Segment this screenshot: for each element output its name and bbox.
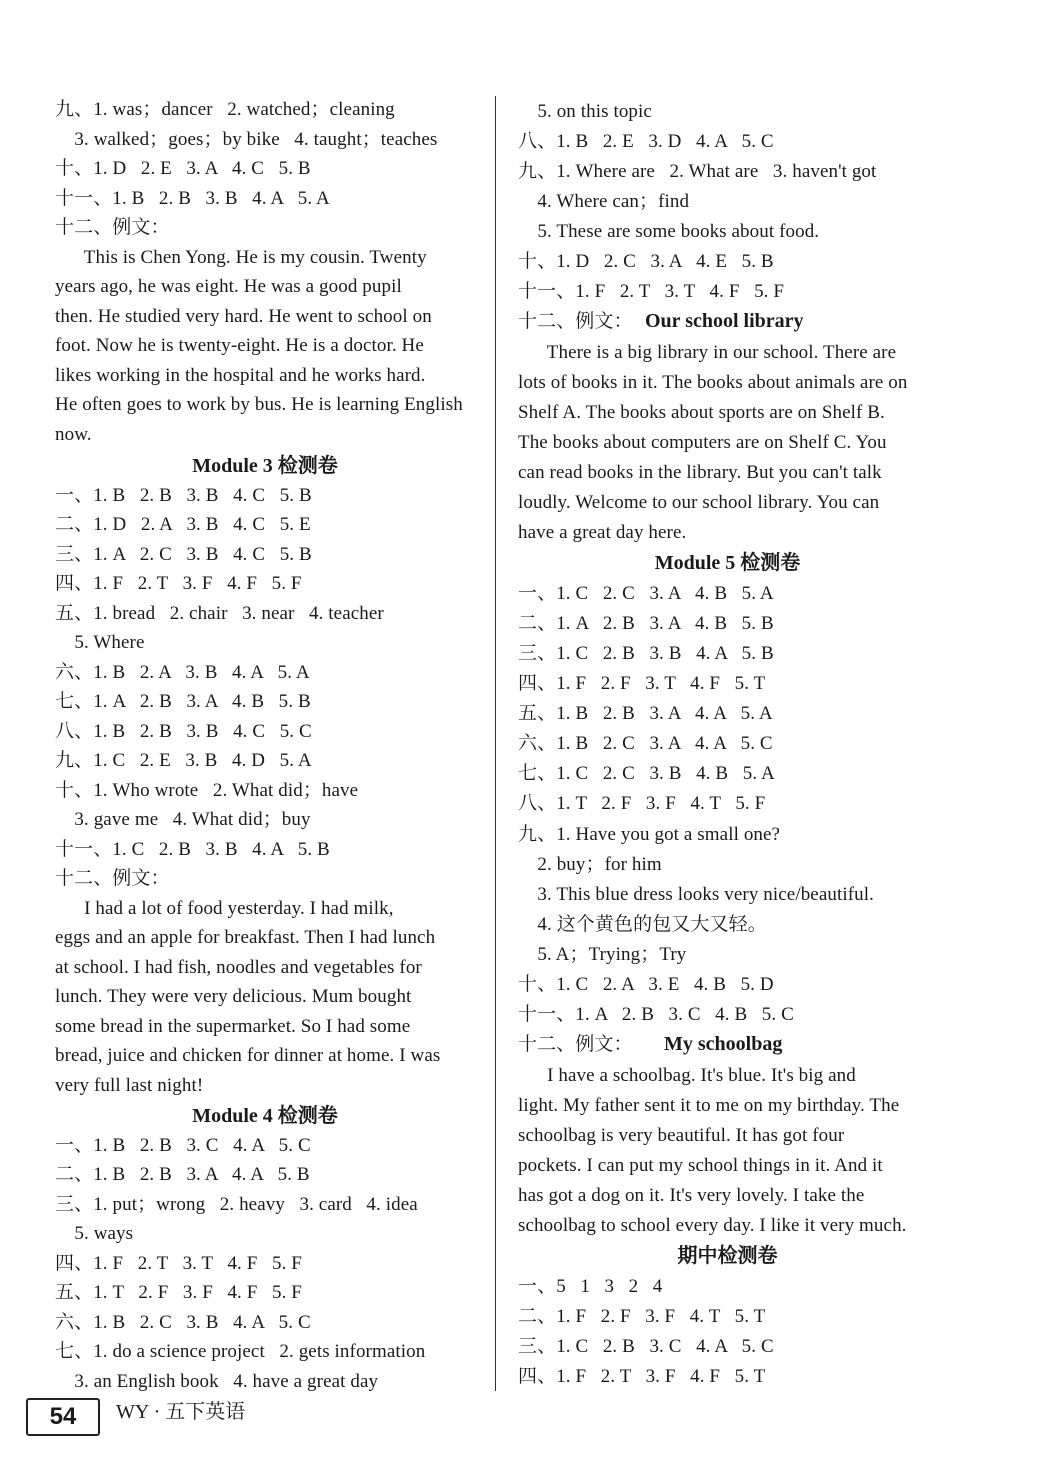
answer-line: 八、1. B 2. E 3. D 4. A 5. C [518, 131, 774, 152]
essay-line: some bread in the supermarket. So I had some [55, 1015, 411, 1037]
answer-line: 八、1. T 2. F 3. F 4. T 5. F [518, 793, 766, 815]
essay-line: lots of books in it. The books about animals are on [518, 371, 908, 393]
essay-line: very full last night! [55, 1074, 204, 1096]
answer-line: 一、1. B 2. B 3. B 4. C 5. B [55, 484, 312, 506]
answer-line: 二、1. F 2. F 3. F 4. T 5. T [518, 1305, 766, 1327]
answer-line: 十一、1. C 2. B 3. B 4. A 5. B [55, 838, 330, 860]
answer-line: 3. an English book 4. have a great day [55, 1370, 379, 1392]
essay-line: light. My father sent it to me on my birthday. The [518, 1094, 900, 1116]
answer-line: 二、1. D 2. A 3. B 4. C 5. E [55, 514, 311, 535]
essay-line: He often goes to work by bus. He is learning English [55, 394, 463, 415]
answer-line: 5. These are some books about food. [518, 221, 820, 242]
answer-line: 一、5 1 3 2 4 [518, 1275, 663, 1297]
answer-line: 五、1. bread 2. chair 3. near 4. teacher [55, 602, 384, 624]
answer-line: 六、1. B 2. A 3. B 4. A 5. A [55, 661, 310, 683]
essay-line: lunch. They were very delicious. Mum bought [55, 986, 412, 1007]
example-label: 十二、例文： [518, 311, 633, 332]
essay-line: schoolbag is very beautiful. It has got four [518, 1124, 845, 1146]
essay-line: foot. Now he is twenty-eight. He is a doctor. He [55, 335, 424, 356]
answer-line: 2. buy；for him [518, 853, 662, 875]
answer-line: 五、1. B 2. B 3. A 4. A 5. A [518, 703, 773, 725]
answer-line: 六、1. B 2. C 3. A 4. A 5. C [518, 733, 773, 755]
answer-line: 十、1. Who wrote 2. What did；have [55, 779, 359, 801]
answer-line: 一、1. B 2. B 3. C 4. A 5. C [55, 1134, 311, 1156]
answer-line: 十一、1. B 2. B 3. B 4. A 5. A [55, 187, 330, 209]
module-5-heading: Module 5 检测卷 [654, 552, 801, 575]
answer-line: 二、1. B 2. B 3. A 4. A 5. B [55, 1164, 310, 1185]
column-divider [495, 96, 496, 1391]
answer-line: 七、1. C 2. C 3. B 4. B 5. A [518, 763, 775, 785]
essay-line: schoolbag to school every day. I like it very much. [518, 1215, 907, 1237]
module-4-heading: Module 4 检测卷 [192, 1105, 338, 1127]
answer-line: 八、1. B 2. B 3. B 4. C 5. C [55, 720, 312, 742]
essay-line: at school. I had fish, noodles and vegetables for [55, 956, 422, 978]
essay-line: I have a schoolbag. It's blue. It's big and [518, 1064, 856, 1086]
answer-line: 四、1. F 2. F 3. T 4. F 5. T [518, 673, 766, 694]
essay-line: have a great day here. [518, 522, 687, 544]
answer-line: 4. 这个黄色的包又大又轻。 [518, 913, 767, 935]
essay-line: years ago, he was eight. He was a good pupil [55, 276, 402, 297]
essay-line: loudly. Welcome to our school library. You can [518, 492, 880, 513]
answer-line: 十二、例文： [55, 217, 170, 238]
answer-line: 十、1. D 2. C 3. A 4. E 5. B [518, 251, 774, 272]
essay-line: likes working in the hospital and he works hard. [55, 364, 426, 386]
answer-line: 三、1. A 2. C 3. B 4. C 5. B [55, 543, 312, 565]
answer-line: 十一、1. F 2. T 3. T 4. F 5. F [518, 281, 785, 302]
essay-line: bread, juice and chicken for dinner at home. I was [55, 1045, 441, 1066]
answer-line: 5. ways [55, 1223, 134, 1244]
answer-line: 十二、例文： [55, 868, 170, 889]
answer-line: 十、1. D 2. E 3. A 4. C 5. B [55, 158, 311, 179]
answer-line: 九、1. was；dancer 2. watched；cleaning [55, 99, 395, 120]
answer-line: 3. walked；goes；by bike 4. taught；teaches [55, 128, 438, 150]
essay-line: I had a lot of food yesterday. I had milk, [55, 897, 394, 919]
essay-line: has got a dog on it. It's very lovely. I take the [518, 1185, 865, 1207]
answer-line: 九、1. C 2. E 3. B 4. D 5. A [55, 750, 312, 771]
answer-line: 四、1. F 2. T 3. F 4. F 5. F [55, 573, 302, 594]
answer-line: 三、1. C 2. B 3. C 4. A 5. C [518, 1336, 774, 1357]
essay-line: pockets. I can put my school things in it. And it [518, 1155, 883, 1176]
answer-line: 九、1. Where are 2. What are 3. haven't got [518, 161, 877, 182]
example-label: 十二、例文： [518, 1034, 633, 1056]
midterm-heading: 期中检测卷 [677, 1245, 778, 1268]
answer-line: 六、1. B 2. C 3. B 4. A 5. C [55, 1311, 311, 1333]
answer-line: 四、1. F 2. T 3. F 4. F 5. T [518, 1366, 766, 1388]
book-label: WY · 五下英语 [116, 1401, 246, 1423]
essay-line: can read books in the library. But you can't talk [518, 461, 882, 483]
answer-line: 四、1. F 2. T 3. T 4. F 5. F [55, 1252, 302, 1274]
answer-line: 二、1. A 2. B 3. A 4. B 5. B [518, 612, 774, 634]
answer-line: 5. Where [55, 632, 145, 653]
essay-line: There is a big library in our school. There are [518, 341, 897, 363]
answer-line: 五、1. T 2. F 3. F 4. F 5. F [55, 1282, 302, 1303]
answer-line: 三、1. C 2. B 3. B 4. A 5. B [518, 642, 774, 664]
essay-line: now. [55, 423, 92, 445]
essay-line: This is Chen Yong. He is my cousin. Twenty [55, 246, 427, 268]
answer-line: 七、1. A 2. B 3. A 4. B 5. B [55, 691, 311, 712]
essay-title-schoolbag: My schoolbag [664, 1033, 783, 1056]
answer-line: 3. gave me 4. What did；buy [55, 809, 311, 830]
essay-line: Shelf A. The books about sports are on Shelf B. [518, 401, 885, 423]
answer-line: 十一、1. A 2. B 3. C 4. B 5. C [518, 1004, 794, 1026]
essay-line: The books about computers are on Shelf C. You [518, 431, 887, 453]
answer-line: 5. on this topic [518, 101, 652, 122]
answer-line: 4. Where can；find [518, 191, 690, 212]
module-3-heading: Module 3 检测卷 [192, 455, 338, 477]
essay-title-library: Our school library [645, 310, 804, 332]
answer-line: 5. A；Trying；Try [518, 943, 687, 965]
answer-line: 十、1. C 2. A 3. E 4. B 5. D [518, 974, 774, 995]
essay-line: then. He studied very hard. He went to school on [55, 305, 432, 327]
answer-line: 七、1. do a science project 2. gets information [55, 1341, 426, 1362]
page-number: 54 [26, 1398, 100, 1436]
answer-line: 三、1. put；wrong 2. heavy 3. card 4. idea [55, 1193, 418, 1215]
essay-line: eggs and an apple for breakfast. Then I had lunch [55, 927, 436, 948]
answer-line: 九、1. Have you got a small one? [518, 823, 781, 845]
answer-line: 一、1. C 2. C 3. A 4. B 5. A [518, 582, 774, 604]
answer-line: 3. This blue dress looks very nice/beautiful. [518, 883, 874, 905]
